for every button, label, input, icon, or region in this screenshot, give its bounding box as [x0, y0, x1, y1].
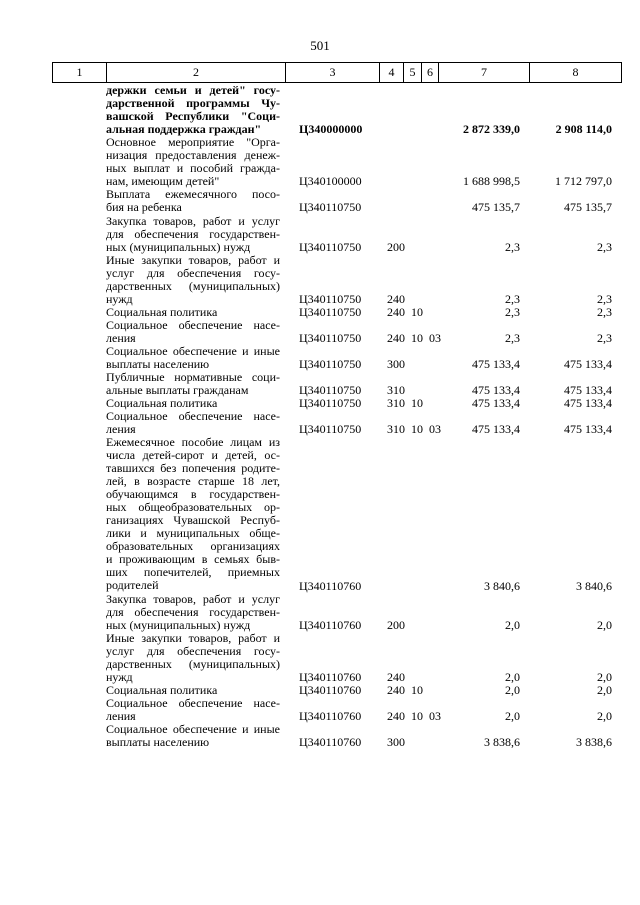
description-line: Иные закупки товаров, работ и	[106, 631, 280, 646]
description-line: выплаты населению	[106, 735, 210, 750]
row-expense-type: 240	[387, 683, 405, 698]
description-line: низация предоставления денеж-	[106, 148, 280, 163]
row-code: Ц340110750	[299, 200, 362, 215]
row-expense-type: 240	[387, 330, 405, 345]
row-expense-type: 300	[387, 357, 405, 372]
row-expense-type: 200	[387, 618, 405, 633]
description-line: нужд	[106, 291, 133, 306]
row-value-col7: 2,0	[505, 683, 520, 698]
row-section: 10	[411, 304, 423, 319]
row-expense-type: 240	[387, 304, 405, 319]
row-value-col8: 2,0	[597, 670, 612, 685]
row-value-col8: 1 712 797,0	[555, 174, 612, 189]
row-section: 10	[411, 683, 423, 698]
description-line: Социальное обеспечение и иные	[106, 722, 280, 737]
row-expense-type: 200	[387, 239, 405, 254]
row-code: Ц340110750	[299, 239, 362, 254]
description-line: Социальное обеспечение насе-	[106, 317, 280, 332]
description-line: ления	[106, 422, 136, 437]
row-value-col8: 2,0	[597, 618, 612, 633]
description-line: Закупка товаров, работ и услуг	[106, 213, 280, 228]
row-code: Ц340110760	[299, 618, 362, 633]
row-description	[106, 306, 280, 319]
row-description	[106, 136, 280, 188]
description-line: Основное мероприятие "Орга-	[106, 135, 280, 150]
header-col-7: 7	[439, 63, 530, 83]
row-description	[106, 684, 280, 697]
description-line: ных (муниципальных) нужд	[106, 239, 251, 254]
row-code: Ц340110760	[299, 709, 362, 724]
row-code: Ц340110750	[299, 330, 362, 345]
row-value-col7: 475 135,7	[472, 200, 520, 215]
header-col-4: 4	[380, 63, 404, 83]
row-description	[106, 319, 280, 345]
header-col-6: 6	[422, 63, 439, 83]
row-code: Ц340110750	[299, 422, 362, 437]
header-col-2: 2	[107, 63, 286, 83]
row-value-col8: 2 908 114,0	[555, 122, 612, 137]
row-value-col7: 2,0	[505, 670, 520, 685]
description-line: лики и муниципальных обще-	[106, 526, 280, 541]
row-value-col7: 1 688 998,5	[463, 174, 520, 189]
description-line: и проживающим в семьях быв-	[106, 552, 280, 567]
row-code: Ц340110760	[299, 578, 362, 593]
description-line: вашской Республики "Соци-	[106, 109, 280, 123]
row-code: Ц340110760	[299, 683, 362, 698]
row-subsection: 03	[429, 422, 441, 437]
row-value-col7: 475 133,4	[472, 396, 520, 411]
row-section: 10	[411, 422, 423, 437]
description-line: ных общеобразовательных ор-	[106, 500, 280, 515]
row-code: Ц340110750	[299, 291, 362, 306]
row-value-col8: 475 133,4	[564, 383, 612, 398]
row-code: Ц340100000	[299, 174, 362, 189]
row-code: Ц340110750	[299, 357, 362, 372]
row-value-col8: 475 133,4	[564, 396, 612, 411]
description-line: ления	[106, 330, 136, 345]
row-description	[106, 593, 280, 632]
description-line: Социальное обеспечение и иные	[106, 344, 280, 358]
description-line: Публичные нормативные соци-	[106, 370, 280, 385]
row-value-col7: 475 133,4	[472, 383, 520, 398]
row-code: Ц340110750	[299, 396, 362, 411]
row-description	[106, 723, 280, 749]
row-code: Ц340110750	[299, 304, 362, 319]
description-line: альные выплаты гражданам	[106, 383, 249, 398]
description-line: нам, имеющим детей"	[106, 174, 220, 189]
row-code: Ц340110750	[299, 383, 362, 398]
row-expense-type: 310	[387, 383, 405, 398]
row-section: 10	[411, 709, 423, 724]
row-description	[106, 345, 280, 371]
row-description	[106, 436, 280, 592]
row-value-col8: 2,0	[597, 683, 612, 698]
row-value-col8: 2,3	[597, 330, 612, 345]
description-line: ных выплат и пособий гражда-	[106, 161, 280, 176]
row-expense-type: 240	[387, 709, 405, 724]
row-expense-type: 310	[387, 396, 405, 411]
row-section: 10	[411, 330, 423, 345]
description-line: держки семьи и детей" госу-	[106, 83, 280, 97]
description-line: Социальная политика	[106, 396, 218, 411]
description-line: для обеспечения государствен-	[106, 604, 280, 619]
table-header	[52, 62, 622, 83]
row-description	[106, 632, 280, 684]
description-line: нужд	[106, 670, 133, 685]
row-value-col8: 2,3	[597, 239, 612, 254]
row-description	[106, 397, 280, 410]
row-value-col7: 2,3	[505, 304, 520, 319]
header-col-1: 1	[53, 63, 107, 83]
row-value-col8: 2,3	[597, 304, 612, 319]
row-value-col7: 2,0	[505, 618, 520, 633]
row-description	[106, 254, 280, 306]
row-expense-type: 240	[387, 291, 405, 306]
description-line: числа детей-сирот и детей, ос-	[106, 448, 280, 463]
description-line: Социальная политика	[106, 683, 218, 698]
row-value-col7: 3 838,6	[484, 735, 520, 750]
description-line: Социальное обеспечение насе-	[106, 409, 280, 424]
row-expense-type: 310	[387, 422, 405, 437]
description-line: ших попечителей, приемных	[106, 565, 280, 580]
header-col-5: 5	[404, 63, 422, 83]
row-value-col8: 3 840,6	[576, 578, 612, 593]
description-line: бия на ребенка	[106, 200, 182, 215]
description-line: родителей	[106, 578, 159, 593]
row-value-col8: 2,0	[597, 709, 612, 724]
row-value-col7: 2,3	[505, 239, 520, 254]
description-line: Иные закупки товаров, работ и	[106, 252, 280, 267]
row-value-col8: 3 838,6	[576, 735, 612, 750]
description-line: Социальная политика	[106, 304, 218, 319]
description-line: дарственных (муниципальных)	[106, 278, 280, 293]
description-line: лей, в возрасте старше 18 лет,	[106, 474, 280, 489]
row-description	[106, 371, 280, 397]
description-line: альная поддержка граждан"	[106, 122, 262, 136]
row-value-col7: 475 133,4	[472, 357, 520, 372]
row-value-col7: 3 840,6	[484, 578, 520, 593]
description-line: обучающимся в государствен-	[106, 487, 280, 502]
row-subsection: 03	[429, 330, 441, 345]
row-expense-type: 300	[387, 735, 405, 750]
row-value-col7: 2 872 339,0	[463, 122, 520, 137]
description-line: Ежемесячное пособие лицам из	[106, 435, 280, 450]
header-col-8: 8	[530, 63, 622, 83]
row-description	[106, 84, 280, 136]
description-line: ления	[106, 709, 136, 724]
description-line: дарственных (муниципальных)	[106, 657, 280, 672]
description-line: Социальное обеспечение насе-	[106, 696, 280, 711]
row-value-col8: 475 133,4	[564, 357, 612, 372]
row-value-col7: 2,3	[505, 291, 520, 306]
row-value-col7: 475 133,4	[472, 422, 520, 437]
description-line: для обеспечения государствен-	[106, 226, 280, 241]
page-number: 501	[310, 38, 330, 53]
description-line: ных (муниципальных) нужд	[106, 617, 251, 632]
row-code: Ц340110760	[299, 670, 362, 685]
description-line: Выплата ежемесячного посо-	[106, 187, 280, 202]
row-description	[106, 410, 280, 436]
row-expense-type: 240	[387, 670, 405, 685]
row-value-col8: 475 135,7	[564, 200, 612, 215]
description-line: Закупка товаров, работ и услуг	[106, 591, 280, 606]
row-description	[106, 697, 280, 723]
header-col-3: 3	[286, 63, 380, 83]
description-line: образовательных организациях	[106, 539, 280, 554]
row-value-col7: 2,3	[505, 330, 520, 345]
row-value-col8: 475 133,4	[564, 422, 612, 437]
description-line: выплаты населению	[106, 357, 210, 371]
description-line: дарственной программы Чу-	[106, 96, 280, 110]
row-description	[106, 215, 280, 254]
row-section: 10	[411, 396, 423, 411]
row-value-col7: 2,0	[505, 709, 520, 724]
description-line: ганизациях Чувашской Респуб-	[106, 513, 280, 528]
description-line: тавшихся без попечения родите-	[106, 461, 280, 476]
row-description	[106, 188, 280, 214]
description-line: услуг для обеспечения госу-	[106, 644, 280, 659]
row-code: Ц340110760	[299, 735, 362, 750]
description-line: услуг для обеспечения госу-	[106, 265, 280, 280]
row-value-col8: 2,3	[597, 291, 612, 306]
row-code: Ц340000000	[299, 122, 363, 137]
row-subsection: 03	[429, 709, 441, 724]
